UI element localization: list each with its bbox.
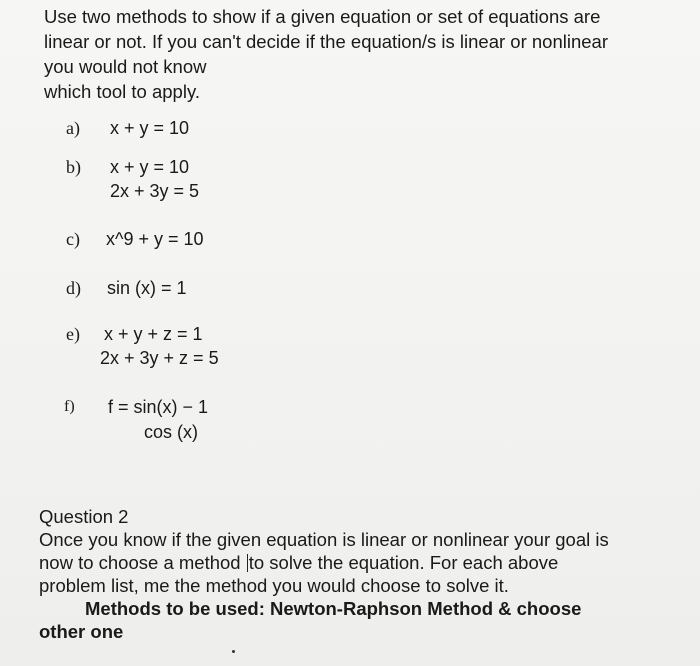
equation: x + y = 10: [110, 157, 190, 177]
problem-label: e): [66, 324, 80, 344]
methods-line-1: Methods to be used: Newton-Raphson Method & choose: [85, 598, 582, 619]
problem-label: b): [66, 157, 81, 177]
question-2-line-3: problem list, me the method you would choose to solve it.: [39, 575, 509, 596]
question-2-line-1: Once you know if the given equation is linear or nonlinear your goal is: [39, 529, 609, 550]
equation: x + y + z = 1: [104, 324, 203, 344]
equation: sin (x) = 1: [107, 278, 187, 298]
instructions-line-2: linear or not. If you can't decide if the equation/s is linear or nonlinear: [44, 31, 609, 52]
stray-dot: [232, 650, 235, 653]
question-2-line-2: [39, 551, 679, 574]
equation: x^9 + y = 10: [106, 229, 204, 249]
problem-label: f): [64, 398, 75, 415]
problem-label: a): [66, 118, 80, 138]
equation: cos (x): [144, 422, 198, 442]
instructions-line-4: which tool to apply.: [44, 81, 200, 102]
question-2-line-2a: now to choose a method: [39, 552, 241, 573]
instructions-line-3: you would not know: [44, 56, 207, 77]
equation: 2x + 3y = 5: [110, 181, 200, 201]
instructions-line-1: Use two methods to show if a given equation or set of equations are: [44, 6, 601, 27]
equation: f = sin(x) − 1: [108, 397, 209, 417]
equation: 2x + 3y + z = 5: [100, 348, 219, 368]
equation: x + y = 10: [110, 118, 190, 138]
question-2-title: Question 2: [39, 506, 129, 527]
methods-line-2: other one: [39, 621, 124, 642]
text-cursor: [247, 554, 248, 572]
problem-label: c): [66, 229, 80, 249]
question-2: [39, 505, 679, 643]
instructions: [44, 4, 674, 104]
problem-label: d): [66, 278, 81, 298]
question-2-line-2b: to solve the equation. For each above: [248, 552, 559, 573]
